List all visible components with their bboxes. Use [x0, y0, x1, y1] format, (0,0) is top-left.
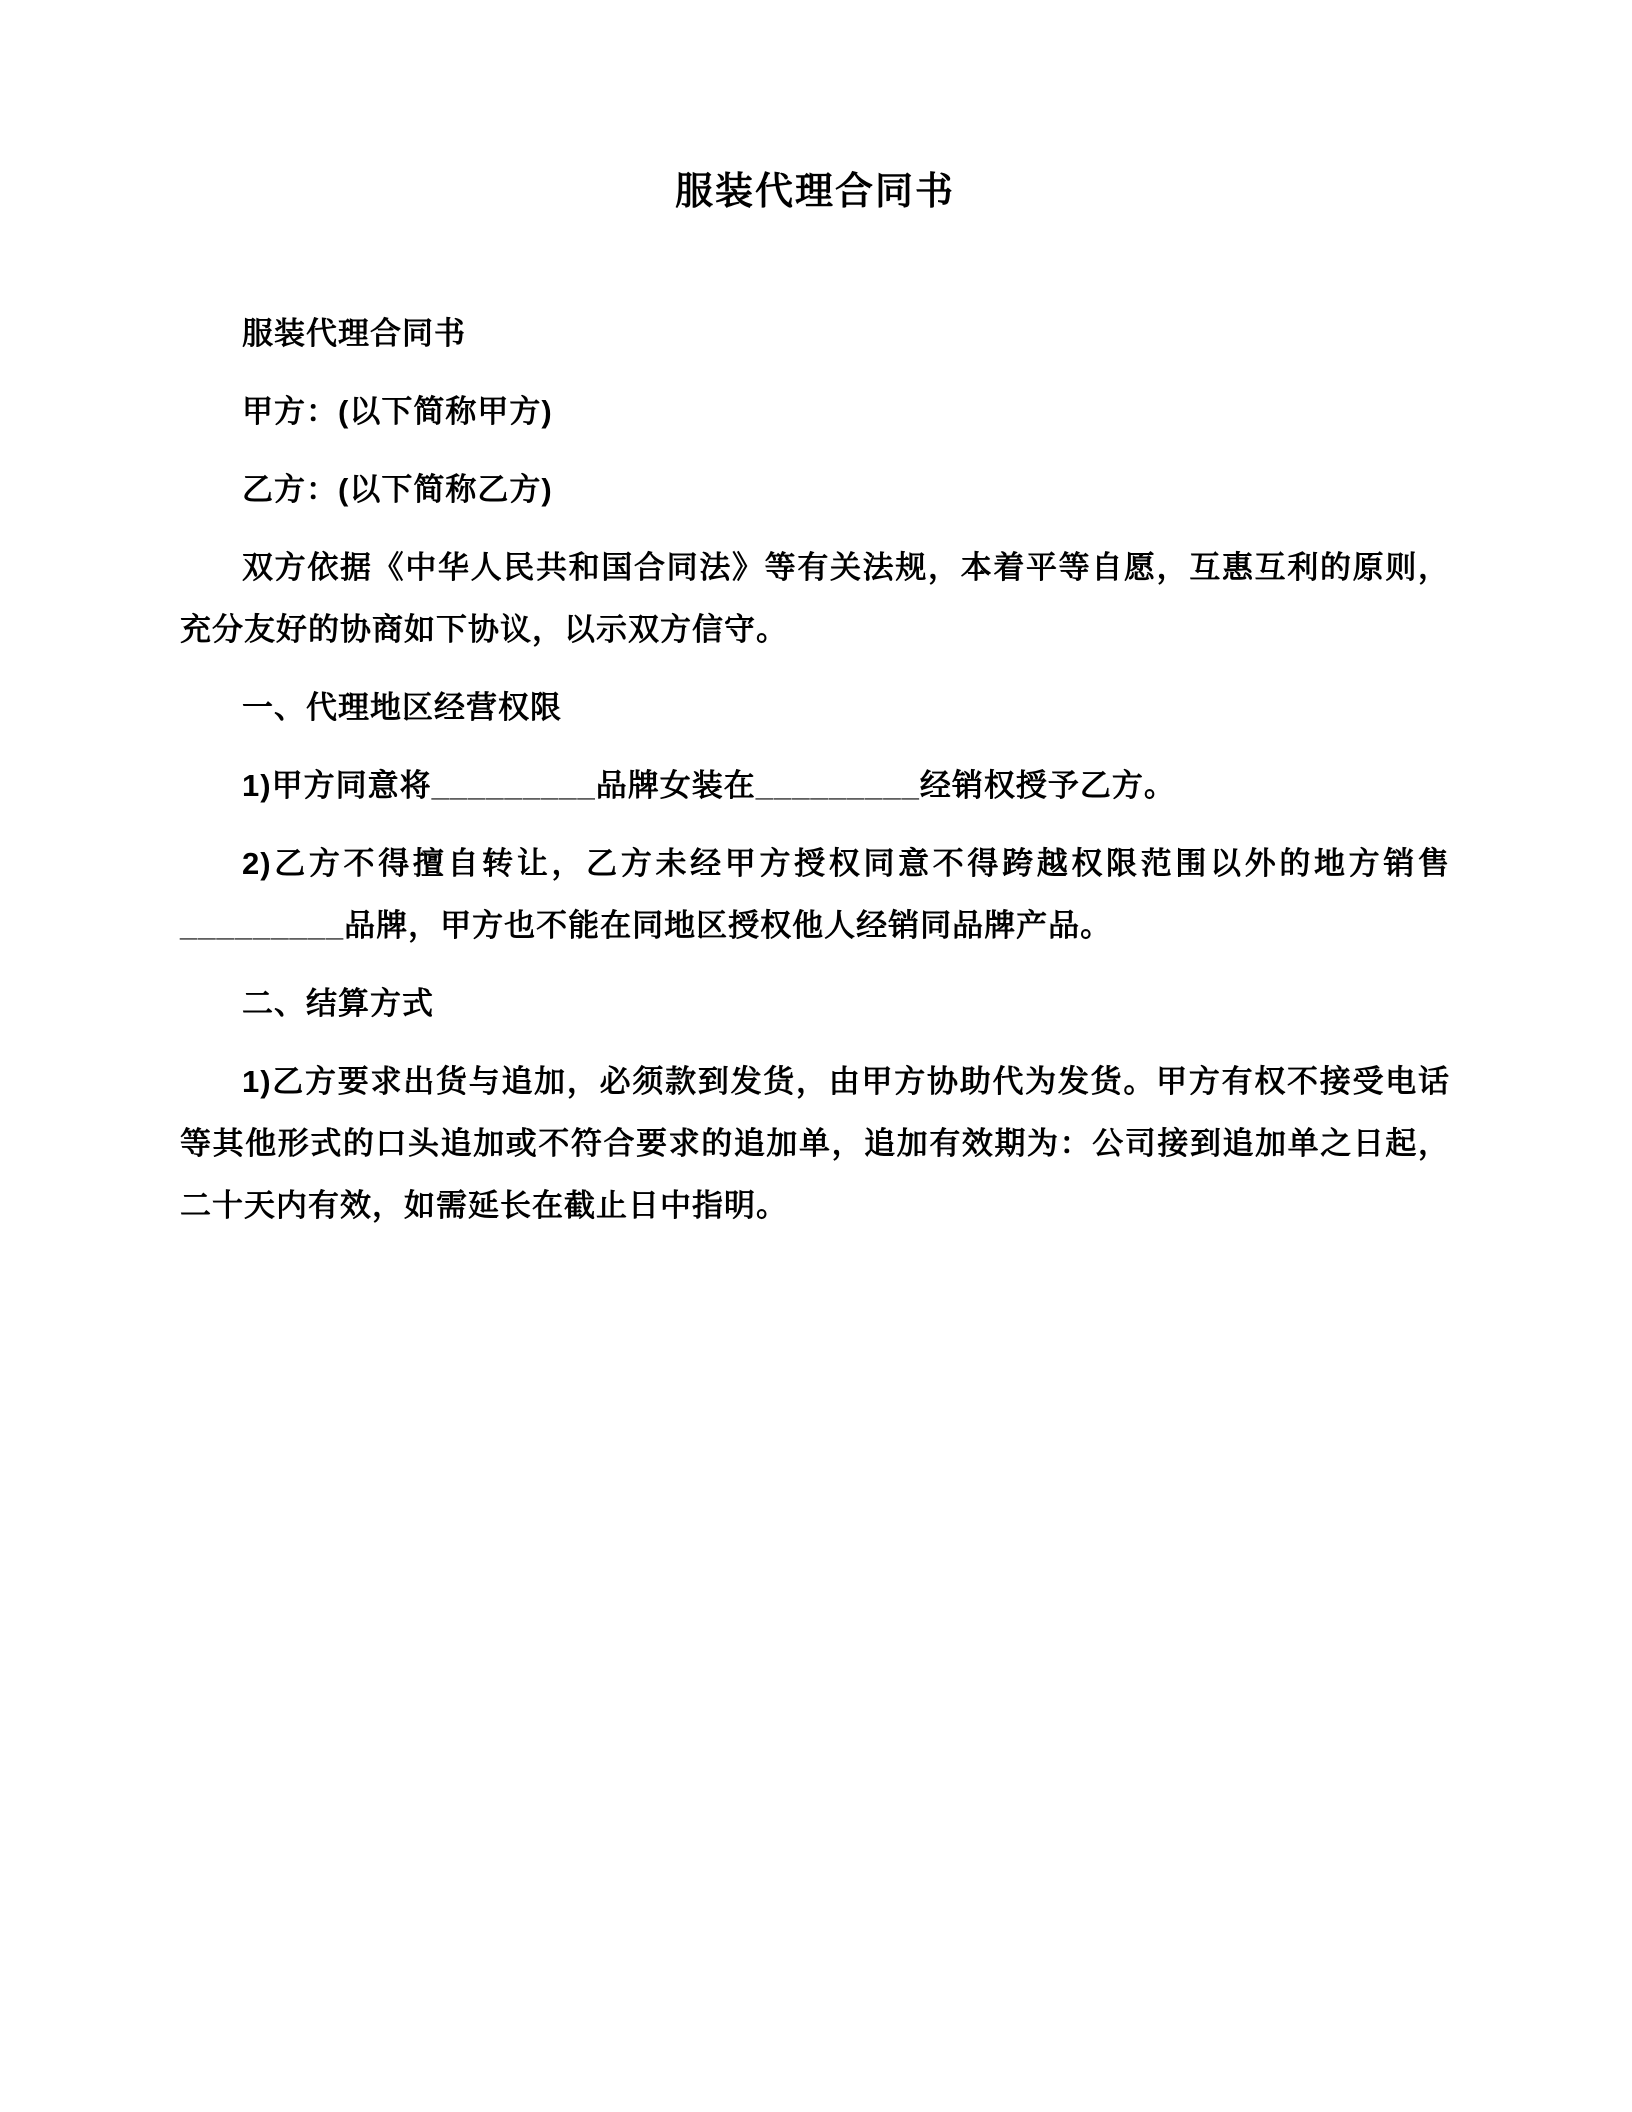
- paragraph-party-b: 乙方：(以下简称乙方): [242, 472, 553, 507]
- paragraph-party-a: 甲方：(以下简称甲方): [242, 394, 553, 429]
- document-body: [180, 303, 1450, 1237]
- paragraph-section-1-heading: 一、代理地区经营权限: [242, 690, 562, 725]
- paragraph-doc-subtitle: 服装代理合同书: [242, 316, 466, 351]
- paragraph-section-2-item-1: 1)乙方要求出货与追加，必须款到发货，由甲方协助代为发货。甲方有权不接受电话等其他形式的口头追加或不符合要求的追加单，追加有效期为：公司接到追加单之日起，二十天内有效，如需延长在截止日中指明。: [180, 1064, 1450, 1223]
- document-title: 服装代理合同书: [674, 171, 955, 213]
- paragraph-section-1-item-2: 2)乙方不得擅自转让，乙方未经甲方授权同意不得跨越权限范围以外的地方销售_________品牌，甲方也不能在同地区授权他人经销同品牌产品。: [180, 846, 1450, 943]
- paragraph-preamble: 双方依据《中华人民共和国合同法》等有关法规，本着平等自愿，互惠互利的原则，充分友好的协商如下协议，以示双方信守。: [180, 550, 1450, 647]
- paragraph-section-2-heading: 二、结算方式: [242, 986, 434, 1021]
- paragraph-section-1-item-1: 1)甲方同意将_________品牌女装在_________经销权授予乙方。: [242, 768, 1176, 803]
